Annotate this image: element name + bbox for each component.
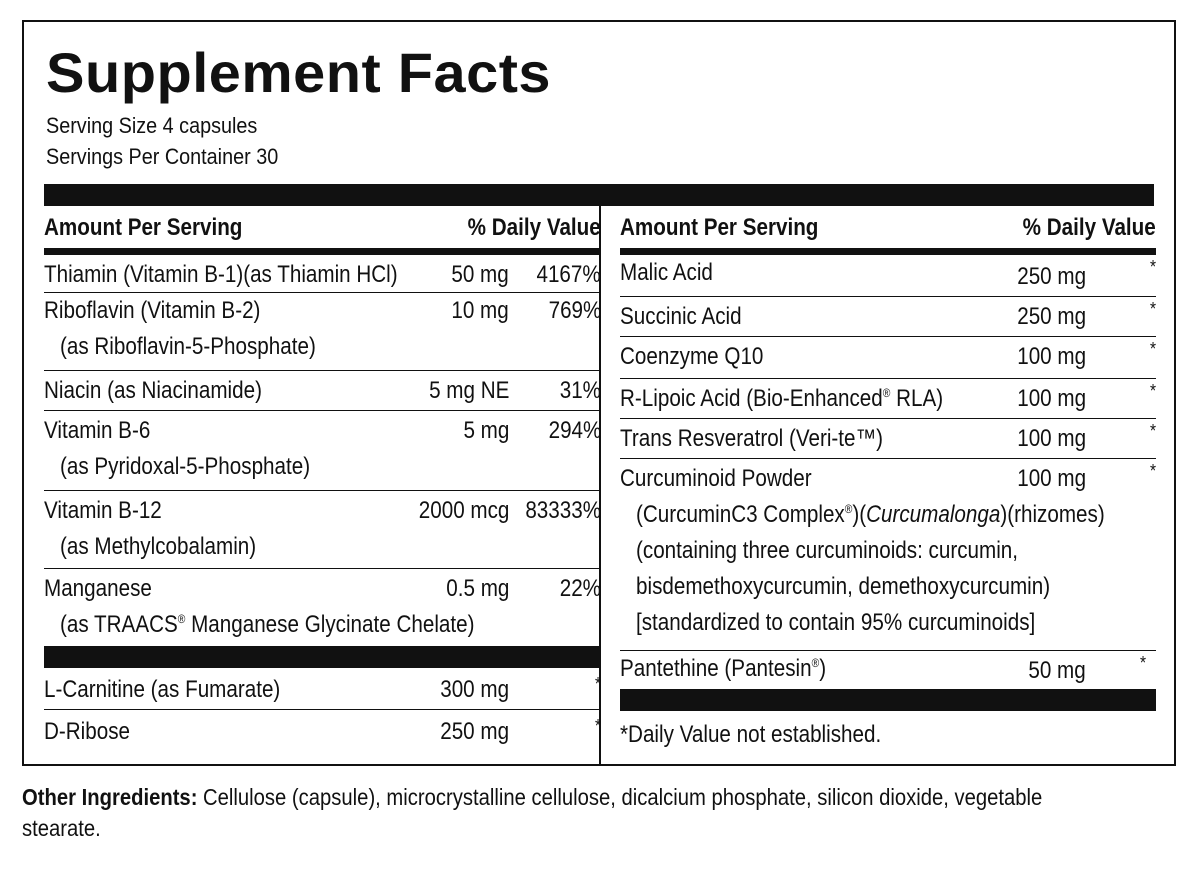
ingredient-name: Trans Resveratrol (Veri-te™) — [620, 425, 884, 452]
nutrient-source: (as Methylcobalamin) — [60, 533, 257, 560]
registered-mark: ® — [882, 386, 891, 400]
nutrient-amount: 0.5 mg — [445, 575, 509, 602]
ingredient-name: Coenzyme Q10 — [620, 343, 764, 370]
nutrient-name: Vitamin B-12 — [44, 497, 162, 524]
nutrient-name: Riboflavin (Vitamin B-2) — [44, 297, 261, 324]
ingredient-row-coenzyme-q10 — [620, 337, 1156, 379]
other-ingredients-text: Cellulose (capsule), microcrystalline cellulose, dicalcium phosphate, silicon dioxide, vegetable stearate. — [22, 784, 1043, 841]
ingredient-row-r-lipoic-acid — [620, 379, 1156, 419]
nutrient-dv: 4167% — [536, 261, 601, 288]
ingredient-dv: * — [1139, 653, 1146, 673]
ingredient-row-malic-acid — [620, 255, 1156, 297]
ingredient-row-succinic-acid — [620, 297, 1156, 337]
nutrient-amount: 2000 mcg — [418, 497, 509, 524]
nutrient-name: Thiamin (Vitamin B-1)(as Thiamin HCl) — [44, 261, 398, 288]
amount-per-serving-label: Amount Per Serving — [620, 214, 819, 241]
nutrient-name: Niacin (as Niacinamide) — [44, 377, 262, 404]
nutrient-name: L-Carnitine (as Fumarate) — [44, 676, 281, 703]
nutrient-source: (as Pyridoxal-5-Phosphate) — [60, 453, 311, 480]
ingredient-dv: * — [1149, 339, 1156, 359]
right-column — [620, 206, 1156, 764]
ingredient-description: (containing three curcuminoids: curcumin, — [636, 537, 1019, 564]
section-thick-bar — [44, 646, 601, 668]
ingredient-name: Malic Acid — [620, 259, 713, 286]
registered-mark: ® — [811, 656, 820, 670]
other-ingredients — [22, 782, 1060, 844]
registered-mark: ® — [844, 502, 853, 516]
ingredient-name: Succinic Acid — [620, 303, 742, 330]
nutrient-row-riboflavin — [44, 293, 601, 371]
right-column-header — [620, 206, 1156, 255]
ingredient-name: Pantethine (Pantesin®) — [620, 655, 827, 682]
nutrient-amount: 50 mg — [451, 261, 509, 288]
nutrient-dv: 769% — [548, 297, 601, 324]
ingredient-dv: * — [1149, 461, 1156, 481]
ingredient-amount: 250 mg — [1017, 303, 1086, 330]
ingredient-row-curcuminoid-powder — [620, 459, 1156, 651]
nutrient-dv: 83333% — [525, 497, 601, 524]
ingredient-amount: 50 mg — [1028, 657, 1086, 684]
nutrient-dv: 31% — [559, 377, 601, 404]
ingredient-source: (CurcuminC3 Complex®)(Curcumalonga)(rhizomes) — [636, 501, 1105, 528]
left-column-header — [44, 206, 601, 255]
nutrient-row-d-ribose — [44, 710, 601, 752]
nutrient-dv: 22% — [559, 575, 601, 602]
ingredient-amount: 250 mg — [1017, 263, 1086, 290]
serving-size: Serving Size 4 capsules — [46, 113, 258, 138]
nutrient-amount: 5 mg NE — [428, 377, 509, 404]
nutrient-source: (as TRAACS® Manganese Glycinate Chelate) — [60, 611, 475, 638]
nutrient-row-l-carnitine — [44, 668, 601, 710]
nutrient-dv: 294% — [548, 417, 601, 444]
ingredient-dv: * — [1149, 421, 1156, 441]
ingredient-row-trans-resveratrol — [620, 419, 1156, 459]
ingredient-dv: * — [1149, 299, 1156, 319]
left-column — [44, 206, 601, 764]
nutrient-name: Vitamin B-6 — [44, 417, 151, 444]
top-thick-bar — [44, 184, 1154, 206]
nutrient-row-niacin — [44, 371, 601, 411]
nutrient-amount: 250 mg — [440, 718, 509, 745]
footnote-thick-bar — [620, 689, 1156, 711]
daily-value-footnote: *Daily Value not established. — [620, 721, 882, 748]
ingredient-amount: 100 mg — [1017, 343, 1086, 370]
amount-per-serving-label: Amount Per Serving — [44, 214, 243, 241]
nutrient-row-vitamin-b6 — [44, 411, 601, 491]
nutrient-amount: 300 mg — [440, 676, 509, 703]
ingredient-dv: * — [1149, 381, 1156, 401]
daily-value-label: % Daily Value — [1022, 214, 1156, 241]
ingredient-name: Curcuminoid Powder — [620, 465, 812, 492]
nutrient-source: (as Riboflavin-5-Phosphate) — [60, 333, 316, 360]
daily-value-label: % Daily Value — [467, 214, 601, 241]
nutrient-row-thiamin — [44, 255, 601, 293]
ingredient-amount: 100 mg — [1017, 425, 1086, 452]
botanical-name: Curcumalonga — [866, 501, 1001, 528]
nutrient-dv: * — [594, 716, 601, 736]
panel-title: Supplement Facts — [46, 41, 552, 104]
ingredient-amount: 100 mg — [1017, 385, 1086, 412]
nutrient-amount: 5 mg — [463, 417, 509, 444]
serving-info — [46, 110, 278, 172]
ingredient-description: [standardized to contain 95% curcuminoids] — [636, 609, 1036, 636]
ingredient-row-pantethine — [620, 650, 1156, 690]
nutrient-amount: 10 mg — [451, 297, 509, 324]
nutrient-name: D-Ribose — [44, 718, 131, 745]
nutrient-dv: * — [594, 674, 601, 694]
ingredient-amount: 100 mg — [1017, 465, 1086, 492]
supplement-facts-panel — [22, 20, 1176, 766]
nutrient-row-vitamin-b12 — [44, 491, 601, 569]
ingredient-name: R-Lipoic Acid (Bio-Enhanced® RLA) — [620, 385, 944, 412]
registered-mark: ® — [177, 612, 186, 626]
other-ingredients-label: Other Ingredients: — [22, 784, 198, 810]
ingredient-dv: * — [1149, 257, 1156, 277]
footnote-row — [620, 711, 1156, 755]
nutrient-row-manganese — [44, 569, 601, 647]
nutrient-name: Manganese — [44, 575, 152, 602]
ingredient-description: bisdemethoxycurcumin, demethoxycurcumin) — [636, 573, 1051, 600]
servings-per-container: Servings Per Container 30 — [46, 144, 279, 169]
